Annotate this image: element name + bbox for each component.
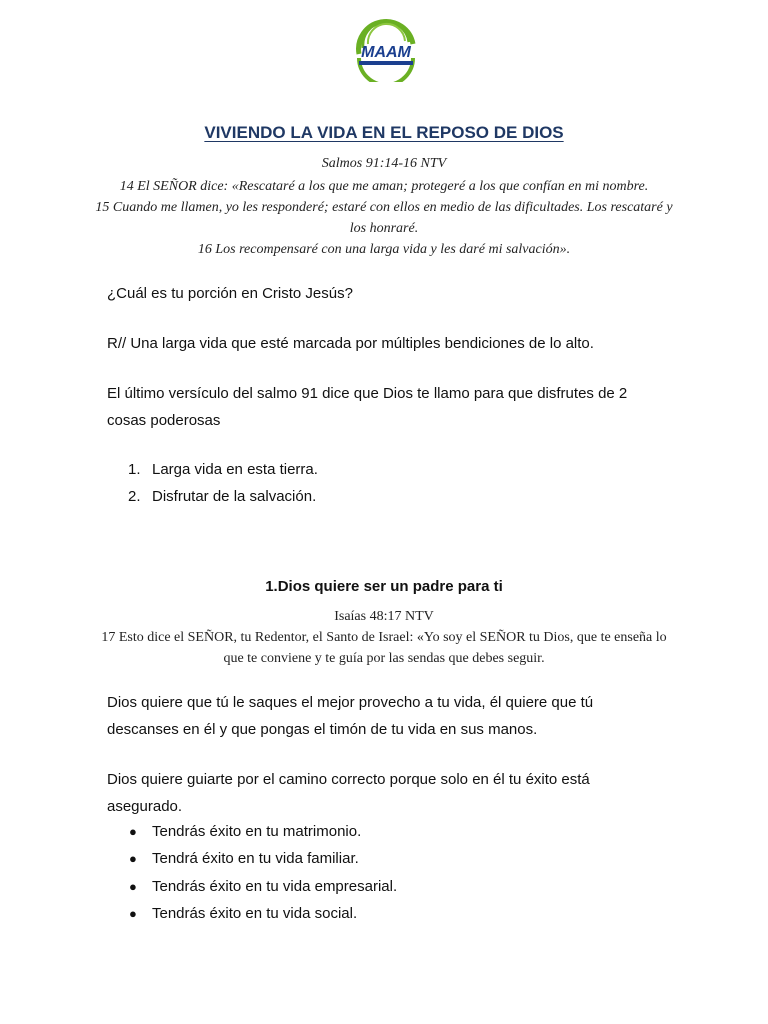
passage2-reference: Isaías 48:17 NTV <box>334 609 434 624</box>
passage1-verse16: 16 Los recompensaré con una larga vida y les daré mi salvación». <box>197 242 571 257</box>
list-item-text: Tendrás éxito en tu vida social. <box>152 905 358 922</box>
paragraph-guide: Dios quiere guiarte por el camino correcto porque solo en él tu éxito está asegurado. <box>107 771 590 815</box>
logo-text: MAAM <box>361 44 411 61</box>
passage1-reference: Salmos 91:14-16 NTV <box>321 156 447 171</box>
passage1-verse14: 14 El SEÑOR dice: «Rescataré a los que me aman; protegeré a los que confían en mi nombre. <box>119 179 649 194</box>
paragraph-rest: Dios quiere que tú le saques el mejor provecho a tu vida, él quiere que tú descanses en él y que pongas el timón de tu vida en sus manos. <box>107 694 594 738</box>
list-item <box>107 873 397 900</box>
bullet-icon: ● <box>129 824 137 839</box>
ministry-logo <box>353 14 419 82</box>
list-marker: 2. <box>128 488 141 505</box>
list-item-text: Tendrá éxito en tu vida familiar. <box>152 850 359 867</box>
list-item <box>107 845 359 872</box>
bullet-icon: ● <box>129 851 137 866</box>
page-title: VIVIENDO LA VIDA EN EL REPOSO DE DIOS <box>204 123 564 142</box>
list-item <box>107 483 316 510</box>
list-item <box>107 900 357 927</box>
list-item-text: Tendrás éxito en tu vida empresarial. <box>152 878 398 895</box>
section-heading: 1.Dios quiere ser un padre para ti <box>265 578 503 595</box>
list-item-text: Disfrutar de la salvación. <box>152 488 317 505</box>
answer: R// Una larga vida que esté marcada por múltiples bendiciones de lo alto. <box>107 335 594 352</box>
passage1-verse15a: 15 Cuando me llamen, yo les responderé; estaré con ellos en medio de las dificultades. Los rescataré y <box>95 200 673 215</box>
passage2-line1: 17 Esto dice el SEÑOR, tu Redentor, el Santo de Israel: «Yo soy el SEÑOR tu Dios, que te enseña lo <box>101 630 667 645</box>
list-item-text: Larga vida en esta tierra. <box>152 461 318 478</box>
list-item <box>107 456 318 483</box>
paragraph-intro: El último versículo del salmo 91 dice que Dios te llamo para que disfrutes de 2 cosas poderosas <box>107 385 628 429</box>
list-item-text: Tendrás éxito en tu matrimonio. <box>152 823 362 840</box>
passage1-verse15b: los honraré. <box>349 221 419 236</box>
question: ¿Cuál es tu porción en Cristo Jesús? <box>107 285 353 302</box>
passage2-line2: que te conviene y te guía por las sendas que debes seguir. <box>223 651 545 666</box>
list-item <box>107 818 361 845</box>
bullet-icon: ● <box>129 906 137 921</box>
bullet-icon: ● <box>129 879 137 894</box>
list-marker: 1. <box>128 461 141 478</box>
